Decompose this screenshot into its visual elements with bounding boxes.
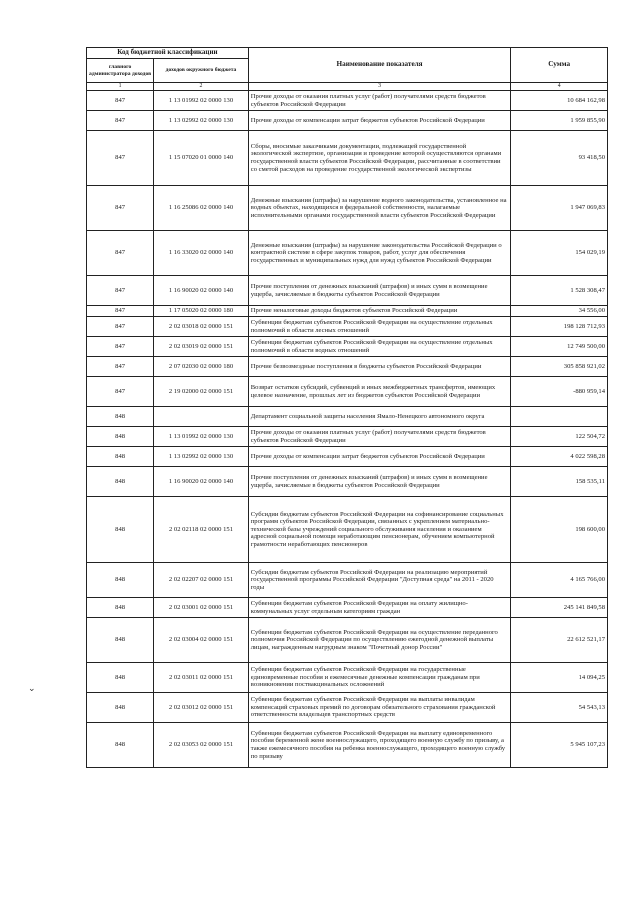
- indicator-name-cell: Субвенции бюджетам субъектов Российской Федерации на выплату единовременного пособия беременной жене военнослужащего, проходящего военную службу по призыву, а также ежемесячного пособия на ребенка военнослужащего, проходящего военную службу по призыву: [248, 723, 511, 768]
- admin-code-cell: 848: [87, 427, 154, 447]
- table-row: [87, 563, 608, 598]
- header-district-budget-revenue: доходов окружного бюджета: [154, 59, 249, 83]
- amount-cell: 12 749 500,00: [511, 337, 608, 357]
- amount-cell: 4 165 766,00: [511, 563, 608, 598]
- indicator-name-cell: Возврат остатков субсидий, субвенций и иных межбюджетных трансфертов, имеющих целевое назначение, прошлых лет из бюджетов субъектов Российской Федерации: [248, 377, 511, 407]
- department-row: [87, 407, 608, 427]
- header-col-number: 3: [248, 83, 511, 91]
- admin-code-cell: 848: [87, 663, 154, 693]
- header-indicator-name: Наименование показателя: [248, 48, 511, 83]
- revenue-code-cell: 1 16 33020 02 0000 140: [154, 231, 249, 276]
- amount-cell: 22 612 521,17: [511, 618, 608, 663]
- table-row: [87, 91, 608, 111]
- table-row: [87, 427, 608, 447]
- revenue-code-cell: 2 02 03053 02 0000 151: [154, 723, 249, 768]
- revenue-code-cell: 1 13 02992 02 0000 130: [154, 447, 249, 467]
- table-row: [87, 337, 608, 357]
- admin-code-cell: 848: [87, 407, 154, 427]
- amount-cell: [511, 407, 608, 427]
- indicator-name-cell: Субвенции бюджетам субъектов Российской Федерации на осуществление отдельных полномочий в области лесных отношений: [248, 317, 511, 337]
- amount-cell: 93 418,50: [511, 131, 608, 186]
- revenue-code-cell: 2 07 02030 02 0000 180: [154, 357, 249, 377]
- indicator-name-cell: Субсидии бюджетам субъектов Российской Федерации на реализацию мероприятий государственной программы Российской Федерации "Доступная среда" на 2011 - 2020 годы: [248, 563, 511, 598]
- amount-cell: 198 128 712,93: [511, 317, 608, 337]
- indicator-name-cell: Субвенции бюджетам субъектов Российской Федерации на оплату жилищно-коммунальных услуг отдельным категориям граждан: [248, 598, 511, 618]
- indicator-name-cell: Прочие доходы от оказания платных услуг (работ) получателями средств бюджетов субъектов Российской Федерации: [248, 427, 511, 447]
- amount-cell: 1 959 855,90: [511, 111, 608, 131]
- table-row: [87, 377, 608, 407]
- revenue-code-cell: 1 16 90020 02 0000 140: [154, 276, 249, 306]
- table-row: [87, 497, 608, 563]
- indicator-name-cell: Прочие доходы от оказания платных услуг (работ) получателями средств бюджетов субъектов Российской Федерации: [248, 91, 511, 111]
- amount-cell: 1 528 308,47: [511, 276, 608, 306]
- revenue-code-cell: 2 02 03019 02 0000 151: [154, 337, 249, 357]
- header-amount: Сумма: [511, 48, 608, 83]
- revenue-code-cell: 1 13 02992 02 0000 130: [154, 111, 249, 131]
- table-row: [87, 317, 608, 337]
- admin-code-cell: 848: [87, 723, 154, 768]
- header-budget-classification: Код бюджетной классификации: [87, 48, 249, 59]
- table-row: [87, 276, 608, 306]
- amount-cell: 305 858 921,02: [511, 357, 608, 377]
- table-row: [87, 723, 608, 768]
- table-row: [87, 186, 608, 231]
- indicator-name-cell: Субсидии бюджетам субъектов Российской Федерации на софинансирование социальных программ субъектов Российской Федерации, связанных с укреплением материально-технической базы учреждений социального обслуживания населения и оказанием адресной социальной помощи неработающим пенсионерам, обучением компьютерной грамотности неработающих пенсионеров: [248, 497, 511, 563]
- revenue-code-cell: 2 02 03004 02 0000 151: [154, 618, 249, 663]
- admin-code-cell: 847: [87, 337, 154, 357]
- indicator-name-cell: Субвенции бюджетам субъектов Российской Федерации на осуществление отдельных полномочий в области водных отношений: [248, 337, 511, 357]
- amount-cell: 10 684 162,98: [511, 91, 608, 111]
- table-body: [87, 91, 608, 768]
- revenue-code-cell: 1 13 01992 02 0000 130: [154, 427, 249, 447]
- revenue-code-cell: [154, 407, 249, 427]
- revenue-code-cell: 1 17 05020 02 0000 180: [154, 306, 249, 317]
- amount-cell: 54 543,13: [511, 693, 608, 723]
- admin-code-cell: 847: [87, 317, 154, 337]
- indicator-name-cell: Прочие поступления от денежных взысканий (штрафов) и иных сумм в возмещение ущерба, зачисляемые в бюджеты субъектов Российской Федерации: [248, 276, 511, 306]
- indicator-name-cell: Прочие доходы от компенсации затрат бюджетов субъектов Российской Федерации: [248, 447, 511, 467]
- table-row: [87, 618, 608, 663]
- admin-code-cell: 848: [87, 497, 154, 563]
- table-row: [87, 663, 608, 693]
- header-col-number: 2: [154, 83, 249, 91]
- revenue-code-cell: 2 02 03011 02 0000 151: [154, 663, 249, 693]
- amount-cell: 14 094,25: [511, 663, 608, 693]
- header-main-administrator: главного администратора доходов: [87, 59, 154, 83]
- revenue-code-cell: 2 02 03001 02 0000 151: [154, 598, 249, 618]
- amount-cell: 122 504,72: [511, 427, 608, 447]
- admin-code-cell: 848: [87, 467, 154, 497]
- indicator-name-cell: Прочие безвозмездные поступления в бюджеты субъектов Российской Федерации: [248, 357, 511, 377]
- admin-code-cell: 847: [87, 186, 154, 231]
- admin-code-cell: 847: [87, 306, 154, 317]
- indicator-name-cell: Прочие поступления от денежных взысканий (штрафов) и иных сумм в возмещение ущерба, зачисляемые в бюджеты субъектов Российской Федерации: [248, 467, 511, 497]
- budget-revenue-table: [86, 47, 608, 768]
- table-row: [87, 131, 608, 186]
- revenue-code-cell: 2 02 02207 02 0000 151: [154, 563, 249, 598]
- indicator-name-cell: Сборы, вносимые заказчиками документации, подлежащей государственной экологической экспертизе, организация и проведение которой осуществляются органами государственной власти субъектов Российской Федерации, рассчитанные в соответствии со сметой расходов на проведение государственной экологической экспертизы: [248, 131, 511, 186]
- indicator-name-cell: Субвенции бюджетам субъектов Российской Федерации на осуществление переданного полномочия Российской Федерации по осуществлению ежегодной денежной выплаты лицам, награжденным нагрудным знаком "Почетный донор России": [248, 618, 511, 663]
- revenue-code-cell: 2 19 02000 02 0000 151: [154, 377, 249, 407]
- amount-cell: 198 600,00: [511, 497, 608, 563]
- revenue-code-cell: 2 02 03018 02 0000 151: [154, 317, 249, 337]
- margin-mark: ⌄: [28, 684, 36, 694]
- header-col-number: 4: [511, 83, 608, 91]
- amount-cell: 158 535,11: [511, 467, 608, 497]
- table-row: [87, 357, 608, 377]
- indicator-name-cell: Департамент социальной защиты населения Ямало-Ненецкого автономного округа: [248, 407, 511, 427]
- indicator-name-cell: Прочие неналоговые доходы бюджетов субъектов Российской Федерации: [248, 306, 511, 317]
- admin-code-cell: 848: [87, 447, 154, 467]
- admin-code-cell: 848: [87, 693, 154, 723]
- indicator-name-cell: Денежные взыскания (штрафы) за нарушение водного законодательства, установленное на водных объектах, находящихся в федеральной собственности, налагаемые исполнительными органами государственной власти субъектов Российской Федерации: [248, 186, 511, 231]
- admin-code-cell: 847: [87, 377, 154, 407]
- admin-code-cell: 847: [87, 111, 154, 131]
- table-row: [87, 447, 608, 467]
- table-row: [87, 693, 608, 723]
- table-row: [87, 598, 608, 618]
- admin-code-cell: 847: [87, 357, 154, 377]
- amount-cell: -880 959,14: [511, 377, 608, 407]
- admin-code-cell: 847: [87, 131, 154, 186]
- admin-code-cell: 847: [87, 231, 154, 276]
- indicator-name-cell: Субвенции бюджетам субъектов Российской Федерации на государственные единовременные пособия и ежемесячные денежные компенсации гражданам при возникновении поствакцинальных осложнений: [248, 663, 511, 693]
- revenue-code-cell: 2 02 03012 02 0000 151: [154, 693, 249, 723]
- revenue-code-cell: 2 02 02118 02 0000 151: [154, 497, 249, 563]
- amount-cell: 245 141 849,58: [511, 598, 608, 618]
- admin-code-cell: 848: [87, 563, 154, 598]
- table-row: [87, 111, 608, 131]
- table-row: [87, 306, 608, 317]
- amount-cell: 4 022 598,28: [511, 447, 608, 467]
- revenue-code-cell: 1 15 07020 01 0000 140: [154, 131, 249, 186]
- revenue-code-cell: 1 16 90020 02 0000 140: [154, 467, 249, 497]
- admin-code-cell: 848: [87, 618, 154, 663]
- revenue-code-cell: 1 13 01992 02 0000 130: [154, 91, 249, 111]
- indicator-name-cell: Прочие доходы от компенсации затрат бюджетов субъектов Российской Федерации: [248, 111, 511, 131]
- revenue-code-cell: 1 16 25086 02 0000 140: [154, 186, 249, 231]
- amount-cell: 154 029,19: [511, 231, 608, 276]
- table-row: [87, 231, 608, 276]
- header-col-number: 1: [87, 83, 154, 91]
- table-row: [87, 467, 608, 497]
- admin-code-cell: 847: [87, 91, 154, 111]
- admin-code-cell: 848: [87, 598, 154, 618]
- amount-cell: 34 556,00: [511, 306, 608, 317]
- indicator-name-cell: Денежные взыскания (штрафы) за нарушение законодательства Российской Федерации о контрактной системе в сфере закупок товаров, работ, услуг для обеспечения государственных и муниципальных нужд для нужд субъектов Российской Федерации: [248, 231, 511, 276]
- amount-cell: 5 945 107,23: [511, 723, 608, 768]
- indicator-name-cell: Субвенции бюджетам субъектов Российской Федерации на выплаты инвалидам компенсаций страховых премий по договорам обязательного страхования гражданской ответственности владельцев транспортных средств: [248, 693, 511, 723]
- amount-cell: 1 947 069,83: [511, 186, 608, 231]
- admin-code-cell: 847: [87, 276, 154, 306]
